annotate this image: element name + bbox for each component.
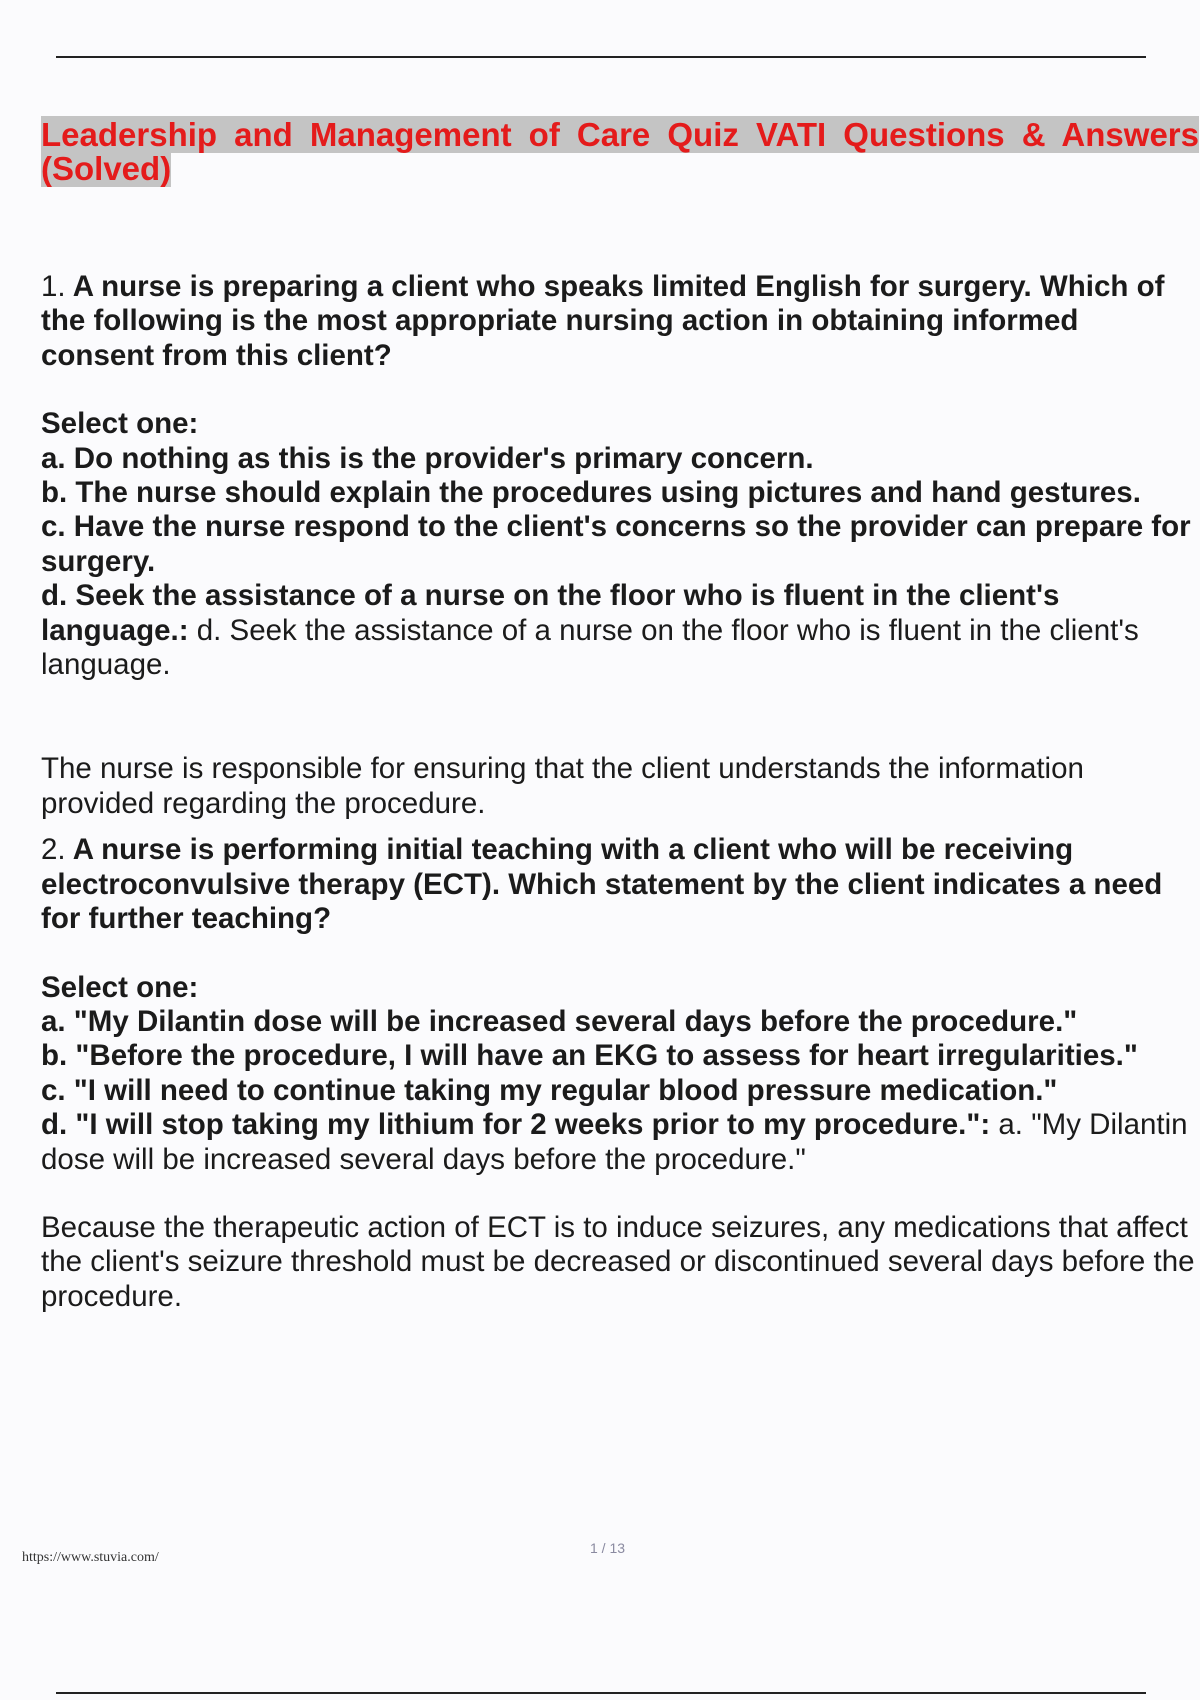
- select-one-label: Select one:: [41, 970, 199, 1004]
- footer-url[interactable]: https://www.stuvia.com/: [22, 1550, 159, 1565]
- answer-option: b. "Before the procedure, I will have an EKG to assess for heart irregularities.": [41, 1039, 1138, 1073]
- answer-option: c. "I will need to continue taking my regular blood pressure medication.": [41, 1073, 1058, 1107]
- top-rule: [56, 56, 1146, 58]
- correct-answer: d. Seek the assistance of a nurse on the floor who is fluent in the client's language.: [41, 613, 1139, 682]
- document-title: [41, 118, 1199, 186]
- question-stem: [41, 270, 1199, 373]
- answer-option-with-key: [41, 1108, 1199, 1177]
- question-stem: [41, 833, 1199, 936]
- answer-option: b. The nurse should explain the procedures using pictures and hand gestures.: [41, 476, 1141, 510]
- document-title-text: Leadership and Management of Care Quiz VATI Questions & Answers (Solved): [41, 116, 1199, 187]
- rationale: The nurse is responsible for ensuring that the client understands the information provided regarding the procedure.: [41, 752, 1084, 820]
- correct-answer: a. "My Dilantin dose will be increased several days before the procedure.": [41, 1108, 1188, 1176]
- bottom-rule: [56, 1692, 1146, 1694]
- rationale: Because the therapeutic action of ECT is to induce seizures, any medications that affect the client's seizure threshold must be decreased or discontinued several days before the procedure.: [41, 1210, 1195, 1313]
- question-text: A nurse is preparing a client who speaks limited English for surgery. Which of the following is the most appropriate nursing action in obtaining informed consent from this client?: [41, 270, 1165, 372]
- question-number: 2.: [41, 833, 66, 867]
- question-block: [41, 270, 1199, 821]
- answer-option: c. Have the nurse respond to the client's concerns so the provider can prepare for surgery.: [41, 510, 1191, 578]
- answer-option-with-key: [41, 579, 1199, 682]
- question-number: 1.: [41, 270, 66, 303]
- page-number: 1 / 13: [590, 1540, 626, 1556]
- questions-content: [41, 270, 1199, 1314]
- answer-option: d. Seek the assistance of a nurse on the floor who is fluent in the client's language.:: [41, 579, 1060, 647]
- answer-option: a. Do nothing as this is the provider's primary concern.: [41, 441, 814, 475]
- question-text: A nurse is performing initial teaching with a client who will be receiving electroconvulsive therapy (ECT). Which statement by the client indicates a need for further teaching?: [41, 833, 1163, 936]
- answer-option: d. "I will stop taking my lithium for 2 weeks prior to my procedure.":: [41, 1108, 991, 1142]
- question-block: [41, 833, 1199, 1314]
- answer-option: a. "My Dilantin dose will be increased several days before the procedure.": [41, 1004, 1078, 1038]
- select-one-label: Select one:: [41, 407, 199, 441]
